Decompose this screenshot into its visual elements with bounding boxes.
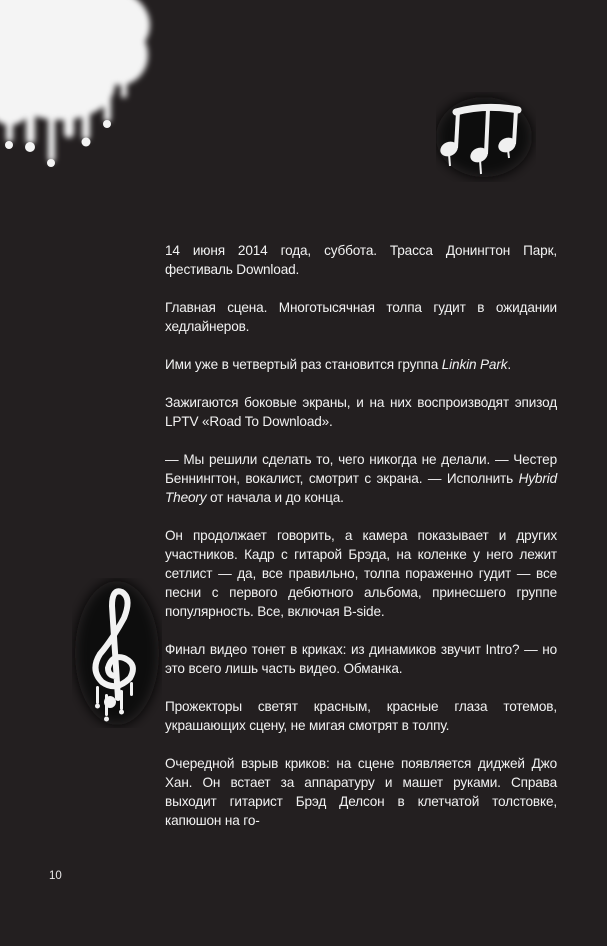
paragraph <box>165 754 557 830</box>
page-number: 10 <box>49 870 62 882</box>
text-run: Он продолжает говорить, а камера показывает и других участников. Кадр с гитарой Брэда, на коленке у него лежит сетлист — да, все правильно, толпа пораженно гудит — все песни с первого дебютного альбома, принесшего группе популярность. Все, включая B-side. <box>165 528 557 619</box>
paragraph <box>165 697 557 735</box>
text-run: от начала и до конца. <box>206 490 344 505</box>
music-notes-icon <box>436 92 536 182</box>
paragraph <box>165 450 557 507</box>
paragraph <box>165 298 557 336</box>
text-run: Ими уже в четвертый раз становится группа <box>165 357 442 372</box>
italic-title: Linkin Park <box>441 357 508 372</box>
text-run: Очередной взрыв криков: на сцене появляется диджей Джо Хан. Он встает за аппаратуру и машет руками. Справа выходит гитарист Брэд Делсон в клетчатой толстовке, капюшон на го- <box>165 756 557 828</box>
body-text <box>165 241 557 849</box>
text-run: Зажигаются боковые экраны, и на них воспроизводят эпизод LPTV «Road To Download». <box>165 395 557 429</box>
white-paint-splash <box>0 0 160 170</box>
text-run: 14 июня 2014 года, суббота. Трасса Донингтон Парк, фестиваль Download. <box>165 243 557 277</box>
paragraph <box>165 526 557 621</box>
paragraph <box>165 241 557 279</box>
treble-clef-icon <box>72 578 162 728</box>
paragraph <box>165 640 557 678</box>
text-run: Прожекторы светят красным, красные глаза тотемов, украшающих сцену, не мигая смотрят в толпу. <box>165 699 557 733</box>
paragraph <box>165 355 557 374</box>
text-run: — Мы решили сделать то, чего никогда не делали. — Честер Беннингтон, вокалист, смотрит с экрана. — Исполнить <box>165 452 557 486</box>
text-run: Главная сцена. Многотысячная толпа гудит в ожидании хедлайнеров. <box>165 300 557 334</box>
text-run: . <box>507 357 512 372</box>
text-run: Финал видео тонет в криках: из динамиков звучит Intro? — но это всего лишь часть видео. Обманка. <box>165 642 557 676</box>
italic-title: Hybrid Theory <box>165 471 557 505</box>
paragraph <box>165 393 557 431</box>
